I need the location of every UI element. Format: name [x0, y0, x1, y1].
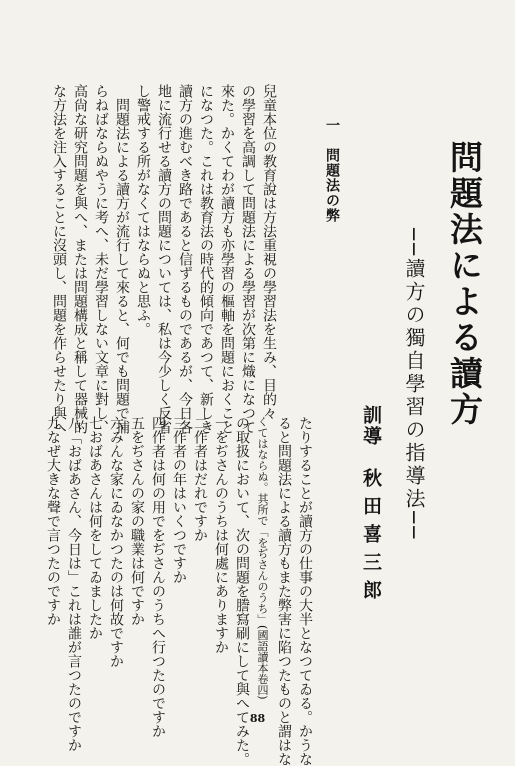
text-line: 讀方の進むべき路であると信ずるものであるが、今日各 [177, 84, 193, 434]
section-heading: 一 問題法の弊 [324, 118, 340, 223]
question-line: 四作者は何の用でをぢさんのうちへ行つたのですか [150, 416, 166, 738]
question-line: 三作者の年はいくつですか [171, 416, 187, 584]
text-line: の取扱において、次の問題を謄寫刷にして與へてみた。 [234, 416, 250, 766]
text-line: し警戒する所がなくてはならぬと思ふ。 [135, 84, 151, 336]
author-name: 秋田喜三郎 [360, 468, 382, 608]
question-line: 二作者はだれですか [192, 416, 208, 542]
text-line: らねばならぬやうに考へ、未だ學習しない文章に對し、 [93, 84, 109, 434]
question-line: 六みんな家にゐなかつたのは何故ですか [108, 416, 124, 668]
text-line: くてはならぬ。其所で「をぢさんのうち」(國語讀本卷四) [256, 416, 269, 700]
author-line [361, 405, 380, 608]
text-line: の學習を高調して問題法による學習が次第に熾になつて [240, 84, 256, 434]
upper-text-block [48, 84, 279, 434]
text-line: ると問題法による讀方もまた弊害に陷つたものと謂はな [276, 416, 292, 766]
page-number: 88 [249, 712, 266, 725]
text-line: 兒童本位の教育說は方法重視の學習法を生み、目的々 [261, 84, 277, 420]
question-line: 一をぢさんのうちは何處にありますか [213, 416, 229, 654]
text-line: 地に流行せる讀方の問題については、私は今少しく反省 [156, 84, 172, 434]
text-line: な方法を注入することに沒頭し、問題を作らせたり與へ [51, 84, 67, 434]
article-subtitle: ──讀方の獨自學習の指導法── [402, 228, 426, 542]
article-title: 問題法による讀方 [445, 140, 484, 428]
text-line: 高尙な研究問題を與へ、または問題構成と稱して器械的 [72, 84, 88, 434]
question-line: 八「おばあさん、今日は」これは誰が言つたのですか [66, 416, 82, 752]
text-line: 來た。かくてわが讀方も亦學習の樞軸を問題におくこと [219, 84, 235, 434]
author-role: 訓導 [360, 405, 382, 447]
question-line: 七おばあさんは何をしてゐましたか [87, 416, 103, 640]
question-line: 五をぢさんの家の職業は何ですか [129, 416, 145, 626]
text-line: たりすることが讀方の仕事の大半となつてゐる。かうな [297, 416, 313, 766]
question-line: 九なぜ大きな聲で言つたのですか [45, 416, 61, 626]
text-line: 問題法による讀方が流行して來ると、何でも問題で捕 [114, 84, 130, 434]
text-line: になつた。これは教育法の時代的傾向であつて、新しき [198, 84, 214, 434]
